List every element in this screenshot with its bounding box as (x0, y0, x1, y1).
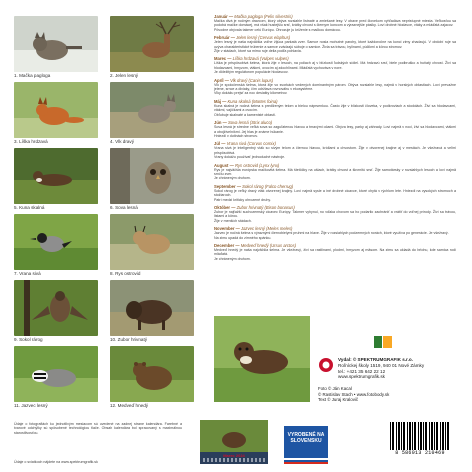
photo-bison (110, 280, 194, 336)
entry-species: Jelen lesný (Cervus elaphus) (236, 35, 291, 41)
entry-tail: Pôvodne obývala takmer celú Európu. Ohrozuje ju kríženie s mačkou domácou. (214, 27, 341, 32)
description-entry: Júl — Vrana sivá (Corvus cornix) Vrana sivá je inteligentný vták so sivým telom a čiernou hlavou, krídlami a chvostom. Žije v otvorenej krajine aj v mestách. Je všežravá a veľmi prispôsobivá. Vrany dokážu používať jednoduché nástroje. (214, 141, 456, 160)
grid-cell (110, 214, 194, 277)
grid-cell (14, 16, 98, 79)
photo-bear (110, 346, 194, 402)
entry-month: December (214, 243, 235, 248)
entry-species: Medveď hnedý (Ursus arctos) (240, 243, 296, 248)
mini-calendar-days (203, 458, 265, 462)
barcode (390, 422, 450, 456)
mini-calendar-photo (200, 420, 268, 452)
entry-body: Zubor je najťažší suchozemský cicavec Európy. Takmer vyhynul, no vďaka chovom sa ho podarilo zachrániť a vrátiť do voľnej prírody. Živí sa trávou, listami a kôrou. (214, 209, 456, 219)
photo-caption: 5. Kuna skalná (14, 205, 45, 210)
mini-calendar-preview (200, 420, 268, 464)
photo-caption: 6. Sova lesná (110, 205, 138, 210)
entry-month: November (214, 226, 235, 232)
photo-wildcat (14, 16, 98, 72)
grid-cell (110, 280, 194, 343)
spektrumgrafik-logo-icon (318, 357, 334, 373)
footnote: Údaje o fotografiách ku jednotlivým mesiacom sú uvedené na zadnej strane kalendára. Farebné a tvarové odchýlky sú spôsobené technológiou tlače. Obsah kalendára bol spracovaný s maximálnou starostlivosťou. (14, 422, 182, 435)
slovak-flag-stripes (284, 458, 328, 464)
photo-caption: 11. Jazvec lesný (14, 403, 48, 408)
entry-body: Jazvec je nočná šelma s výraznými čiernobielymi pruhmi na hlave. Žije v rozsiahlych podzemných norách, ktoré využíva po generácie. Je všežravý. (214, 231, 449, 236)
sg-logo-icon (374, 336, 392, 348)
entry-species: Mačka pagloga (Felis silvestris) (234, 14, 293, 19)
text-credit: Text © Juraj Kralovič (318, 397, 359, 403)
description-entry: November — Jazvec lesný (Meles meles) Jazvec je nočná šelma s výraznými čiernobielymi pruhmi na hlave. Žije v rozsiahlych podzemných norách, ktoré využíva po generácie. Je všežravý. Na zimu upadá do zimného spánku. (214, 226, 456, 240)
entry-month: August (214, 162, 229, 168)
entry-body: Vlk je spoločenská šelma, ktorá žije vo svorkách vedených dominantným párom. Obýva rozsiahle lesy, najmä v horských oblastiach. Loví prevažne jelene, srnce a diviaky, čím udržiava rovnováhu v ekosystéme. (214, 82, 456, 92)
grid-cell (14, 148, 98, 211)
entry-month: Jún (214, 120, 222, 126)
photo-owl (110, 148, 194, 204)
entry-tail: Vlky dokážu prejsť za noc desiatky kilometrov. (214, 91, 288, 96)
made-in-text: VYROBENÉ NA SLOVENSKU (287, 432, 325, 444)
entry-species: Vlk dravý (Canis lupus) (230, 77, 274, 83)
photo-deer (110, 16, 194, 72)
entry-species: Rys ostrovid (Lynx lynx) (234, 162, 280, 168)
entry-month: Február (214, 35, 230, 41)
publisher-phone: tel.: +421 35 642 22 12 (338, 368, 386, 374)
description-entry: Marec — Líška hrdzavá (Vulpes vulpes) Líška je prispôsobivá šelma, ktorá žije v lesoch, na poliach aj v blízkosti ľudských sídiel. Má hrdzavú srsť, biele podbruško a huňatý chvost. Živí sa hlodavcami, hmyzom, vtákmi, ovocím aj zdochlinami. Mláďatá vychováva v nore. Je dôležitým regulátorom populácie hlodavcov. (214, 56, 456, 75)
photo-caption: 1. Mačka pagloga (14, 73, 51, 78)
publisher-address: Roľníckej školy 1519, 940 01 Nové Zámky (338, 362, 425, 368)
entry-species: Kuna skalná (Martes foina) (227, 98, 278, 104)
entry-body: Mačka divá je nočným dravcom, ktorý obýva rozsiahle listnaté a zmiešané lesy. V obave pred človekom vyhľadáva nepristupné miesta. Veľkosťou sa podobá mačke domácej, má však hustejšiu srsť, krátky chvost s čiernym koncom a výraznejšie pásiky. Loví drobné hlodavce, vtáky a mláďatá zajacov. (214, 19, 456, 28)
entry-month: September (214, 183, 236, 189)
grid-cell (14, 214, 98, 277)
description-entry: Október — Zubor hrivnatý (Bison bonasus) Zubor je najťažší suchozemský cicavec Európy. Takmer vyhynul, no vďaka chovom sa ho podarilo zachrániť a vrátiť do voľnej prírody. Živí sa trávou, listami a kôrou. Žije v menších stádach. (214, 204, 456, 223)
entry-body: Sova lesná je stredne veľká sova so zaguľatenou hlavou a tmavými očami. Obýva lesy, parky aj záhrady. Loví najmä v noci, živí sa hlodavcami, vtákmi a obojživelníkmi. Jej hlas je známe húkanie. (214, 125, 456, 134)
photo-marten (14, 148, 98, 204)
grid-cell (14, 82, 98, 145)
grid-cell (110, 346, 194, 409)
entry-species: Sokol rárog (Falco cherrug) (242, 183, 294, 189)
photo-badger (14, 346, 98, 402)
photo-caption: 12. Medveď hnedý (110, 403, 149, 408)
entry-body: Medveď hnedý je naša najväčšia šelma. Je všežravý, živí sa rastlinami, plodmi, hmyzom aj mäsom. Na zimu sa ukladá do brlohu, kde samica rodí mláďatá. (214, 248, 456, 257)
grid-cell (110, 16, 194, 79)
descriptions-column (214, 14, 456, 264)
entry-tail: Žije v stádach, ktoré sa mimo ruje delia podľa pohlavia. (214, 49, 302, 54)
mini-calendar-title: Marec 2024 (223, 453, 245, 458)
description-entry: Jún — Sova lesná (Strix aluco) Sova lesná je stredne veľká sova so zaguľatenou hlavou a tmavými očami. Obýva lesy, parky aj záhrady. Loví najmä v noci, živí sa hlodavcami, vtákmi a obojživelníkmi. Jej hlas je známe húkanie. Hniezdi v dutinách stromov. (214, 120, 456, 138)
publisher-website: www.spektrumgrafik.sk (338, 374, 385, 380)
photo-caption: 2. Jelen lesný (110, 73, 139, 78)
photo-caption: 8. Rys ostrovid (110, 271, 141, 276)
description-entry: August — Rys ostrovid (Lynx lynx) Rys je najväčšia európska mačkovitá šelma. Má štetôčky na ušiach, krátky chvost a škvrnitú srsť. Žije samotársky v rozsiahlych lesoch a loví najmä srnčiu zver. Je chráneným druhom. (214, 162, 456, 181)
description-entry: Máj — Kuna skalná (Martes foina) Kuna skalná je nočná šelma s predĺženým telom a bielou náprsenkou. Často žije v blízkosti človeka, v podkroviach a stodolách. Živí sa hlodavcami, vtákmi, vajíčkami a ovocím. Obľubuje skalnaté a kamenisté oblasti. (214, 98, 456, 117)
barcode-digits: 8 586013 210469 (395, 450, 445, 456)
grid-cell (14, 280, 98, 343)
entry-month: Máj (214, 98, 221, 104)
entry-tail: Obľubuje skalnaté a kamenisté oblasti. (214, 112, 276, 117)
entry-body: Líška je prispôsobivá šelma, ktorá žije v lesoch, na poliach aj v blízkosti ľudských sídiel. Má hrdzavú srsť, biele podbruško a huňatý chvost. Živí sa hlodavcami, hmyzom, vtákmi, ovocím aj zdochlinami. Mláďatá vychováva v nore. (214, 61, 456, 70)
description-entry: Január — Mačka pagloga (Felis silvestris) Mačka divá je nočným dravcom, ktorý obýva rozsiahle listnaté a zmiešané lesy. V obave pred človekom vyhľadáva nepristupné miesta. Veľkosťou sa podobá mačke domácej, má však hustejšiu srsť, krátky chvost s čiernym koncom a výraznejšie pásiky. Loví drobné hlodavce, vtáky a mláďatá zajacov. Pôvodne obývala takmer celú Európu. Ohrozuje ju kríženie s mačkou domácou. (214, 14, 456, 32)
photo-caption: 9. Sokol rárog (14, 337, 43, 342)
grid-cell (110, 82, 194, 145)
publisher-name: Vydal: © SPEKTRUMGRAFIK s.r.o. (338, 357, 413, 362)
entry-tail: Je dôležitým regulátorom populácie hlodavcov. (214, 70, 289, 75)
footnote-holidays: Údaje o sviatkoch nájdete na www.spektrumgrafik.sk (14, 460, 98, 464)
barcode-bars (390, 422, 450, 450)
entry-tail: Na zimu upadá do zimného spánku. (214, 235, 272, 240)
description-entry: September — Sokol rárog (Falco cherrug) Sokol rárog je veľký dravý vták otvorenej krajiny. Loví najmä sysle a iné drobné cicavce, ktoré chytá v rýchlom lete. Hniezdi na vysokých stromoch a stožiaroch. Patrí medzi kriticky ohrozené druhy. (214, 183, 456, 202)
description-entry: Apríl — Vlk dravý (Canis lupus) Vlk je spoločenská šelma, ktorá žije vo svorkách vedených dominantným párom. Obýva rozsiahle lesy, najmä v horských oblastiach. Loví prevažne jelene, srnce a diviaky, čím udržiava rovnováhu v ekosystéme. Vlky dokážu prejsť za noc desiatky kilometrov. (214, 77, 456, 96)
grid-cell (110, 148, 194, 211)
entry-species: Jazvec lesný (Meles meles) (241, 226, 293, 232)
entry-tail: Žije v menších stádach. (214, 218, 252, 223)
description-entry: December — Medveď hnedý (Ursus arctos) Medveď hnedý je naša najväčšia šelma. Je všežravý, živí sa rastlinami, plodmi, hmyzom aj mäsom. Na zimu sa ukladá do brlohu, kde samica rodí mláďatá. Je chráneným druhom. (214, 243, 456, 261)
photo-caption: 10. Zubor hrivnatý (110, 337, 148, 342)
photo-fox (14, 82, 98, 138)
photo-crow (14, 214, 98, 270)
entry-species: Vrana sivá (Corvus cornix) (226, 141, 276, 147)
entry-tail: Je chráneným druhom. (214, 256, 251, 261)
photo-caption: 3. Líška hrdzavá (14, 139, 48, 144)
entry-month: Marec (214, 56, 227, 62)
photo-caption: 4. Vlk dravý (110, 139, 134, 144)
entry-month: Október (214, 204, 231, 210)
entry-month: Január (214, 14, 228, 19)
entry-species: Líška hrdzavá (Vulpes vulpes) (232, 56, 289, 62)
made-in-slovakia-badge (284, 426, 328, 464)
photo-caption: 7. Vrana sivá (14, 271, 41, 276)
entry-body: Jelen lesný je naša najväčšia voľne žijúca parkatá zver. Samce nosia mohutné parohy, ktoré každoročne na konci zimy zhadzujú. V období ruje sa ozýva charakteristické trúbenie a samce zvádzajú súboje o samice. Živia sa trávou, bylinami, púčikmi a kôrou stromov. (214, 40, 456, 49)
bottom-strip (14, 420, 464, 466)
photo-lynx (110, 214, 194, 270)
entry-tail: Hniezdi v dutinách stromov. (214, 133, 258, 138)
publisher-block (318, 336, 458, 403)
entry-tail: Patrí medzi kriticky ohrozené druhy. (214, 197, 271, 202)
entry-species: Zubor hrivnatý (Bison bonasus) (236, 204, 295, 210)
entry-body: Rys je najväčšia európska mačkovitá šelma. Má štetôčky na ušiach, krátky chvost a škvrnitú srsť. Žije samotársky v rozsiahlych lesoch a loví najmä srnčiu zver. (214, 167, 456, 176)
entry-month: Apríl (214, 77, 224, 83)
entry-tail: Je chráneným druhom. (214, 176, 251, 181)
photo-marten-large (214, 316, 310, 402)
entry-body: Kuna skalná je nočná šelma s predĺženým telom a bielou náprsenkou. Často žije v blízkosti človeka, v podkroviach a stodolách. Živí sa hlodavcami, vtákmi, vajíčkami a ovocím. (214, 103, 456, 113)
entry-month: Júl (214, 141, 221, 147)
entry-tail: Vrany dokážu používať jednoduché nástroje. (214, 155, 286, 160)
photo-wolf (110, 82, 194, 138)
grid-cell (14, 346, 98, 409)
photo-credit-1: Foto © Ján Kacal (318, 386, 352, 392)
photo-credit-2: © Rastislav Stach • www.fotobody.sk (318, 391, 390, 397)
photo-falcon (14, 280, 98, 336)
entry-species: Sova lesná (Strix aluco) (227, 120, 273, 126)
description-entry: Február — Jelen lesný (Cervus elaphus) Jelen lesný je naša najväčšia voľne žijúca parkatá zver. Samce nosia mohutné parohy, ktoré každoročne na konci zimy zhadzujú. V období ruje sa ozýva charakteristické trúbenie a samce zvádzajú súboje o samice. Živia sa trávou, bylinami, púčikmi a kôrou stromov. Žije v stádach, ktoré sa mimo ruje delia podľa pohlavia. (214, 35, 456, 54)
entry-body: Sokol rárog je veľký dravý vták otvorenej krajiny. Loví najmä sysle a iné drobné cicavce, ktoré chytá v rýchlom lete. Hniezdi na vysokých stromoch a stožiaroch. (214, 188, 456, 198)
entry-body: Vrana sivá je inteligentný vták so sivým telom a čiernou hlavou, krídlami a chvostom. Žije v otvorenej krajine aj v mestách. Je všežravá a veľmi prispôsobivá. (214, 146, 456, 155)
